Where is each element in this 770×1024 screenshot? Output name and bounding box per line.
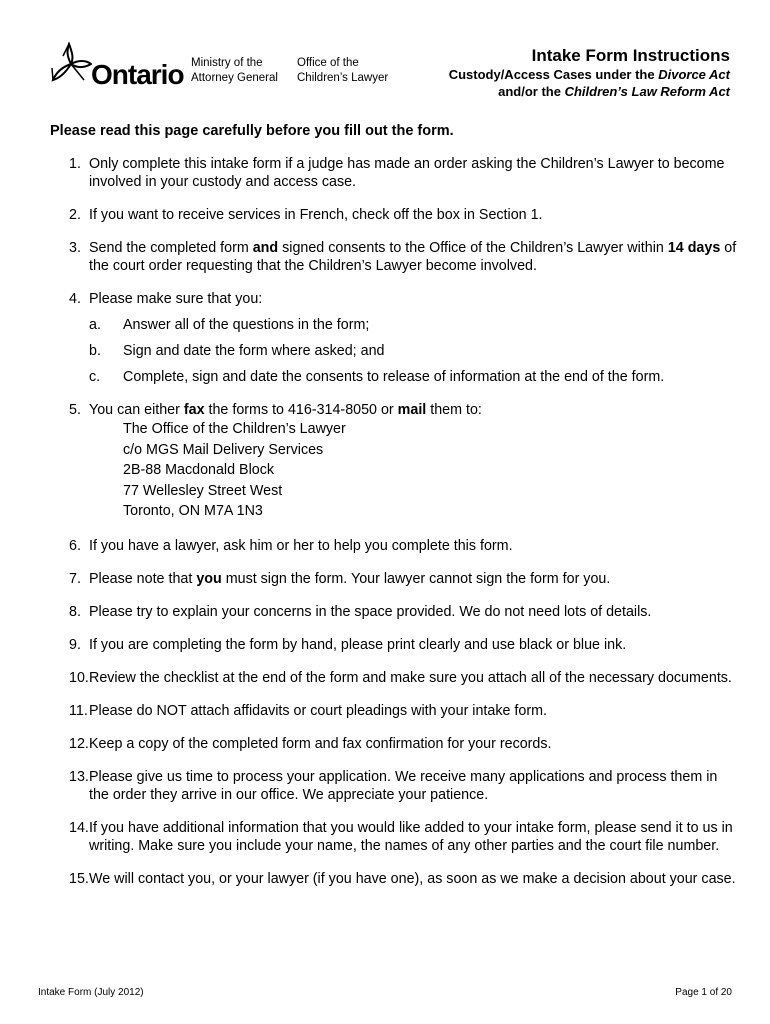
- list-item: 8. Please try to explain your concerns in the space provided. We do not need lots of details.: [69, 603, 652, 620]
- list-item: 13. Please give us time to process your application. We receive many applications and process them in the order they arrive in our office. We appreciate your patience.: [69, 768, 718, 803]
- footer-page-number: Page 1 of 20: [675, 987, 732, 998]
- title-block: [449, 46, 730, 100]
- ontario-wordmark: Ontario: [91, 59, 184, 90]
- list-item: 9. If you are completing the form by hand, please print clearly and use black or blue ink.: [69, 636, 627, 653]
- subtitle-line-2: and/or the Children’s Law Reform Act: [498, 84, 730, 99]
- mailing-address: The Office of the Children’s Lawyer c/o MGS Mail Delivery Services 2B-88 Macdonald Block 77 Wellesley Street West Toronto, ON M7A 1N3: [123, 421, 346, 519]
- trillium-icon: [50, 42, 92, 90]
- list-item: 4. Please make sure that you: a. Answer all of the questions in the form; b. Sign and date the form where asked; and c. Complete, sign and date the consents to release of information at the end of the form.: [50, 290, 740, 386]
- instructions-list: [50, 155, 740, 903]
- office-name: Office of the Children’s Lawyer: [297, 57, 389, 84]
- ministry-name: Ministry of the Attorney General: [191, 57, 278, 84]
- list-item: 14. If you have additional information that you would like added to your intake form, please send it to us in writing. Make sure you include your name, the names of any other parties and the court file number.: [69, 819, 733, 854]
- list-item: 1. Only complete this intake form if a judge has made an order asking the Children’s Lawyer to become involved in your custody and access case.: [69, 156, 725, 190]
- sub-item: c. Complete, sign and date the consents to release of information at the end of the form.: [89, 369, 665, 385]
- subtitle-line-1: Custody/Access Cases under the Divorce Act: [448, 67, 730, 82]
- list-item: 15. We will contact you, or your lawyer (if you have one), as soon as we make a decision about your case.: [69, 870, 736, 887]
- list-item: 5. You can either fax the forms to 416-314-8050 or mail them to: The Office of the Children’s Lawyer c/o MGS Mail Delivery Services 2B-88 Macdonald Block 77 Wellesley Street West Toronto, ON M7A 1N3: [50, 401, 740, 522]
- list-item: 7. Please note that you must sign the form. Your lawyer cannot sign the form for you.: [69, 570, 611, 587]
- list-item: 2. If you want to receive services in French, check off the box in Section 1.: [69, 207, 543, 223]
- list-item: 6. If you have a lawyer, ask him or her to help you complete this form.: [69, 537, 513, 554]
- list-item: 12. Keep a copy of the completed form and fax confirmation for your records.: [69, 735, 552, 752]
- sub-item: b. Sign and date the form where asked; and: [89, 343, 385, 359]
- page-title: Intake Form Instructions: [531, 46, 730, 65]
- list-item: 11. Please do NOT attach affidavits or court pleadings with your intake form.: [69, 702, 547, 719]
- intro-heading: Please read this page carefully before you fill out the form.: [50, 123, 454, 139]
- list-item: 10. Review the checklist at the end of the form and make sure you attach all of the necessary documents.: [69, 669, 732, 686]
- list-item: 3. Send the completed form and signed consents to the Office of the Children’s Lawyer within 14 days of the court order requesting that the Children’s Lawyer become involved.: [69, 240, 737, 274]
- ontario-logo: [50, 40, 184, 102]
- footer-form-date: Intake Form (July 2012): [38, 987, 144, 998]
- sub-item: a. Answer all of the questions in the form;: [89, 317, 370, 333]
